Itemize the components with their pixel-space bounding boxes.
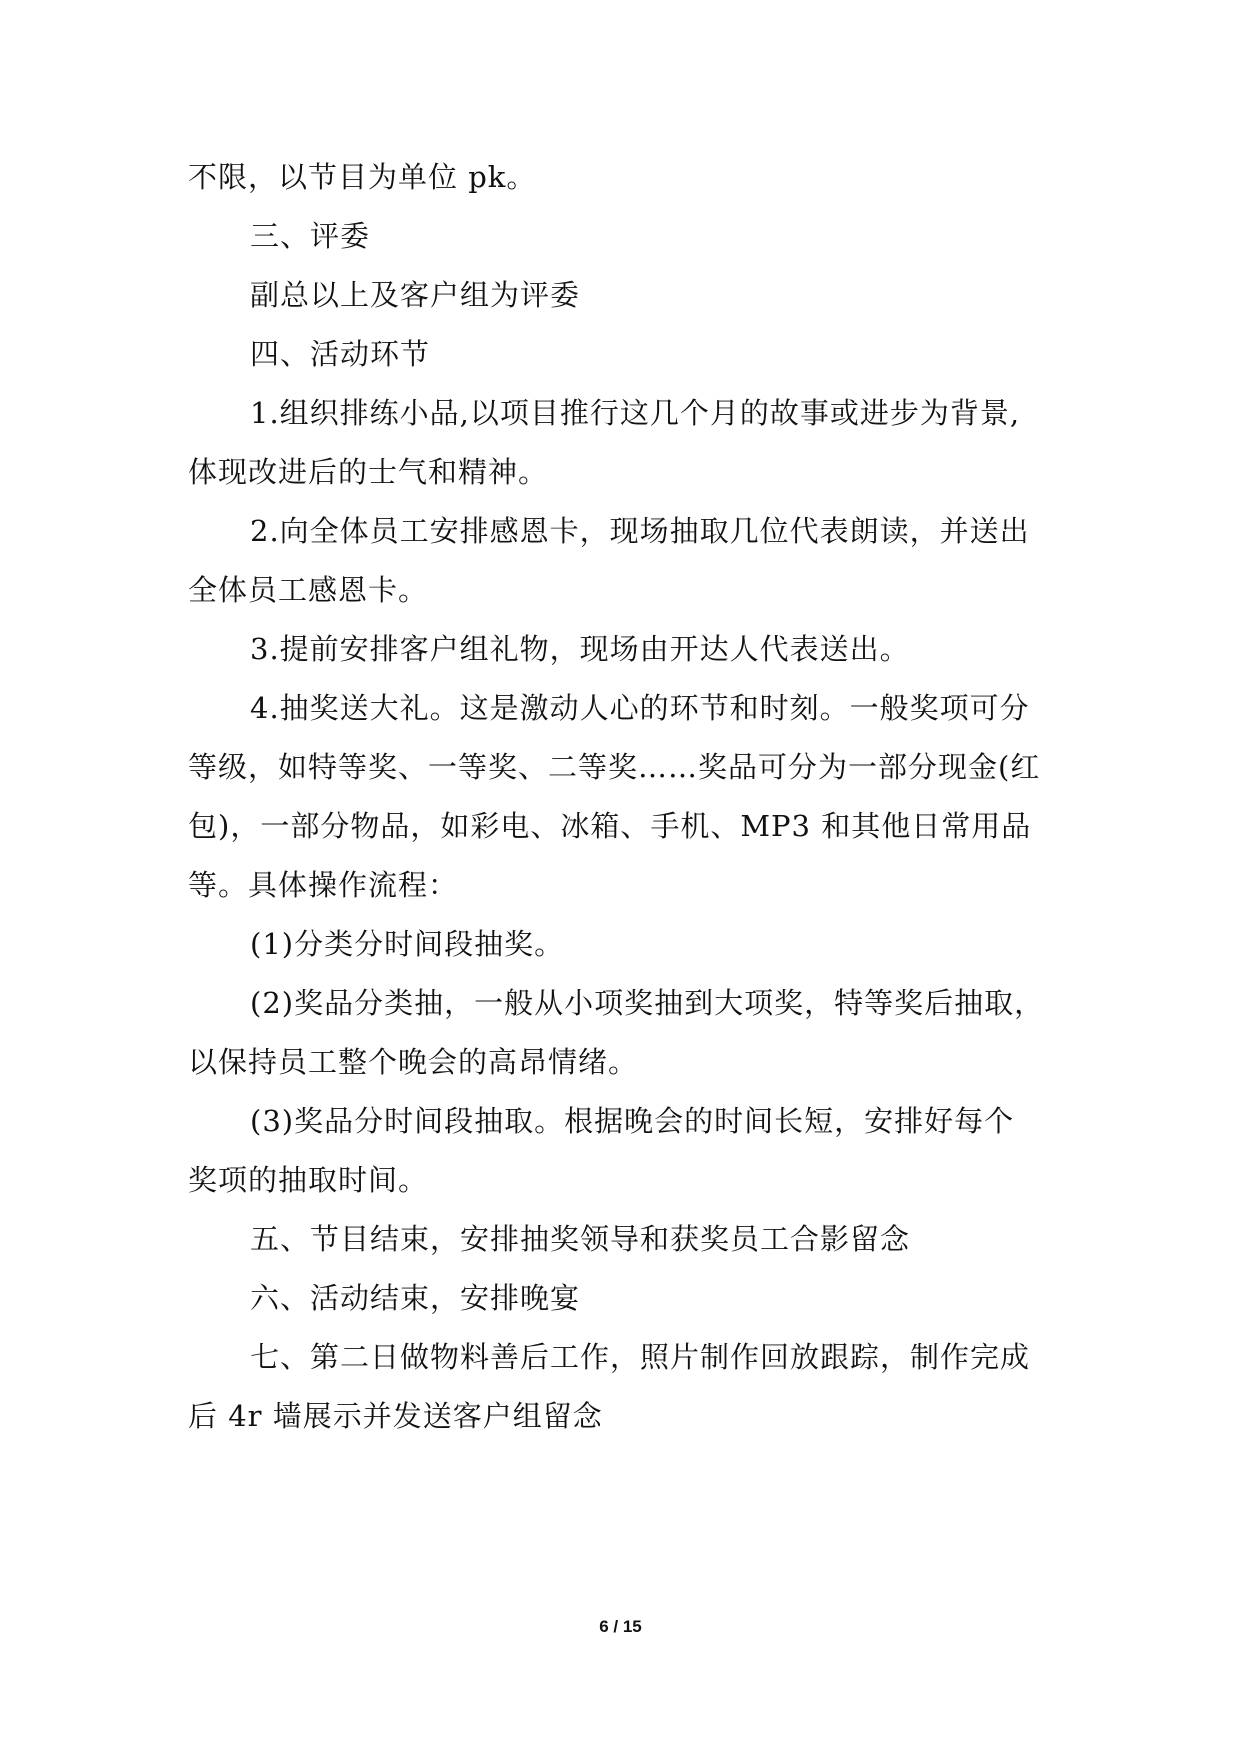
body-line: 全体员工感恩卡。 [188,573,429,607]
section-heading: 七、第二日做物料善后工作，照片制作回放跟踪，制作完成 [250,1340,1031,1374]
body-line: 奖项的抽取时间。 [188,1163,429,1197]
body-line: 1.组织排练小品,以项目推行这几个月的故事或进步为背景, [250,396,1021,430]
section-heading: 六、活动结束，安排晚宴 [250,1281,581,1315]
body-line: 3.提前安排客户组礼物，现场由开达人代表送出。 [250,632,910,666]
body-line: 后 4r 墙展示并发送客户组留念 [188,1399,603,1433]
section-heading: 三、评委 [250,219,371,253]
section-heading: 四、活动环节 [250,337,431,371]
body-line: 等级，如特等奖、一等奖、二等奖……奖品可分为一部分现金(红 [188,750,1041,784]
body-line: (2)奖品分类抽，一般从小项奖抽到大项奖，特等奖后抽取， [250,986,1045,1020]
body-line: 副总以上及客户组为评委 [250,278,581,312]
page-number: 6 / 15 [599,1617,642,1636]
body-line: 体现改进后的士气和精神。 [188,455,549,489]
body-line: 4.抽奖送大礼。这是激动人心的环节和时刻。一般奖项可分 [250,691,1030,725]
body-line: 不限，以节目为单位 pk。 [188,160,537,194]
body-line: 以保持员工整个晚会的高昂情绪。 [188,1045,639,1079]
body-line: 2.向全体员工安排感恩卡，现场抽取几位代表朗读，并送出 [250,514,1030,548]
body-line: 等。具体操作流程： [188,868,459,902]
section-heading: 五、节目结束，安排抽奖领导和获奖员工合影留念 [250,1222,911,1256]
body-line: (3)奖品分时间段抽取。根据晚会的时间长短，安排好每个 [250,1104,1015,1138]
body-line: 包)，一部分物品，如彩电、冰箱、手机、MP3 和其他日常用品 [188,809,1032,843]
body-line: (1)分类分时间段抽奖。 [250,927,565,961]
